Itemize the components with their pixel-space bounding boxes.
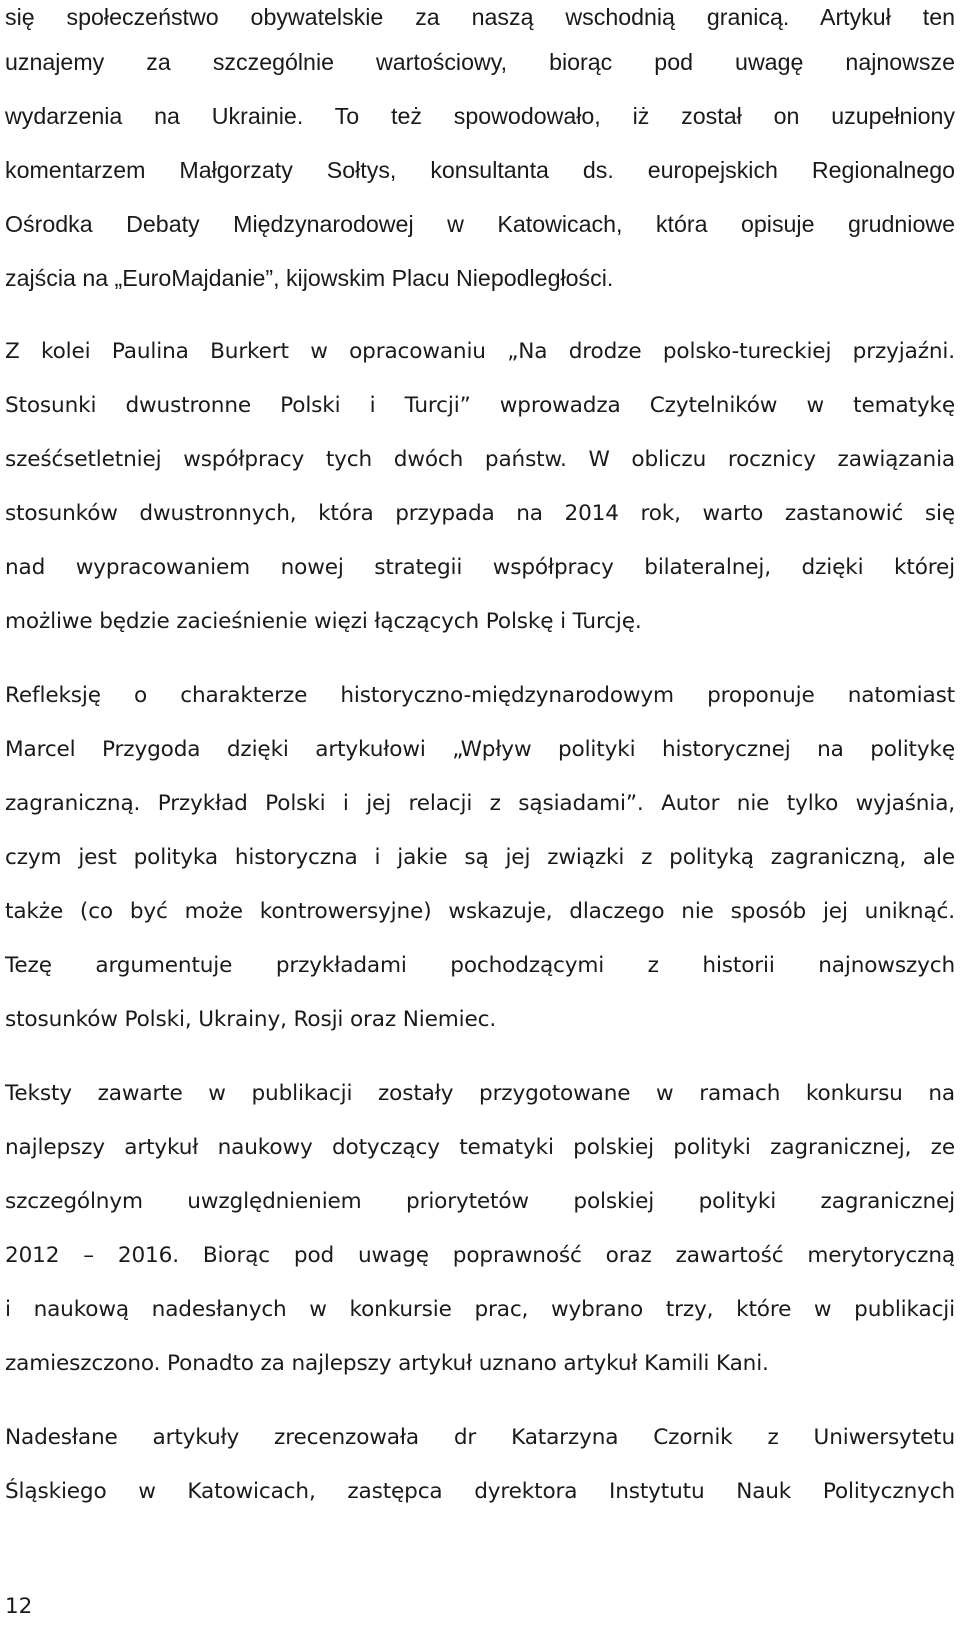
paragraph-4-line-2: najlepszy artykuł naukowy dotyczący tematyki polskiej polityki zagranicznej, ze (5, 1135, 955, 1160)
paragraph-1-line-2: uznajemy za szczególnie wartościowy, biorąc pod uwagę najnowsze (5, 49, 955, 75)
paragraph-3-line-7: stosunków Polski, Ukrainy, Rosji oraz Niemiec. (5, 1007, 497, 1032)
paragraph-1-line-6: zajścia na „EuroMajdanie”, kijowskim Placu Niepodległości. (5, 265, 614, 291)
paragraph-5-line-2: Śląskiego w Katowicach, zastępca dyrektora Instytutu Nauk Politycznych (5, 1479, 955, 1504)
paragraph-2-line-3: sześćsetletniej współpracy tych dwóch państw. W obliczu rocznicy zawiązania (5, 447, 955, 472)
page-number: 12 (5, 1594, 33, 1619)
paragraph-3-line-6: Tezę argumentuje przykładami pochodzącymi z historii najnowszych (5, 953, 955, 978)
paragraph-2-line-6: możliwe będzie zacieśnienie więzi łączących Polskę i Turcję. (5, 609, 642, 634)
paragraph-4-line-6: zamieszczono. Ponadto za najlepszy artykuł uznano artykuł Kamili Kani. (5, 1351, 769, 1376)
paragraph-4-line-1: Teksty zawarte w publikacji zostały przygotowane w ramach konkursu na (5, 1081, 955, 1106)
paragraph-3-line-5: także (co być może kontrowersyjne) wskazuje, dlaczego nie sposób jej uniknąć. (5, 899, 955, 924)
paragraph-2-line-4: stosunków dwustronnych, która przypada na 2014 rok, warto zastanowić się (5, 501, 955, 526)
paragraph-3-line-3: zagraniczną. Przykład Polski i jej relacji z sąsiadami”. Autor nie tylko wyjaśnia, (5, 791, 955, 816)
paragraph-2-line-5: nad wypracowaniem nowej strategii współpracy bilateralnej, dzięki której (5, 555, 955, 580)
paragraph-4-line-5: i naukową nadesłanych w konkursie prac, wybrano trzy, które w publikacji (5, 1297, 955, 1322)
paragraph-1-line-5: Ośrodka Debaty Międzynarodowej w Katowicach, która opisuje grudniowe (5, 211, 955, 237)
paragraph-3-line-1: Refleksję o charakterze historyczno-międzynarodowym proponuje natomiast (5, 683, 955, 708)
paragraph-3-line-2: Marcel Przygoda dzięki artykułowi „Wpływ polityki historycznej na politykę (5, 737, 955, 762)
paragraph-2-line-1: Z kolei Paulina Burkert w opracowaniu „Na drodze polsko-tureckiej przyjaźni. (5, 339, 955, 364)
paragraph-1-line-3: wydarzenia na Ukrainie. To też spowodowało, iż został on uzupełniony (5, 103, 955, 129)
paragraph-1-line-1: się społeczeństwo obywatelskie za naszą wschodnią granicą. Artykuł ten (5, 4, 955, 30)
paragraph-4-line-4: 2012 – 2016. Biorąc pod uwagę poprawność oraz zawartość merytoryczną (5, 1243, 955, 1268)
paragraph-1-line-4: komentarzem Małgorzaty Sołtys, konsultanta ds. europejskich Regionalnego (5, 157, 955, 183)
paragraph-2-line-2: Stosunki dwustronne Polski i Turcji” wprowadza Czytelników w tematykę (5, 393, 955, 418)
paragraph-3-line-4: czym jest polityka historyczna i jakie są jej związki z polityką zagraniczną, ale (5, 845, 955, 870)
paragraph-4-line-3: szczególnym uwzględnieniem priorytetów polskiej polityki zagranicznej (5, 1189, 955, 1214)
paragraph-5-line-1: Nadesłane artykuły zrecenzowała dr Katarzyna Czornik z Uniwersytetu (5, 1425, 955, 1450)
